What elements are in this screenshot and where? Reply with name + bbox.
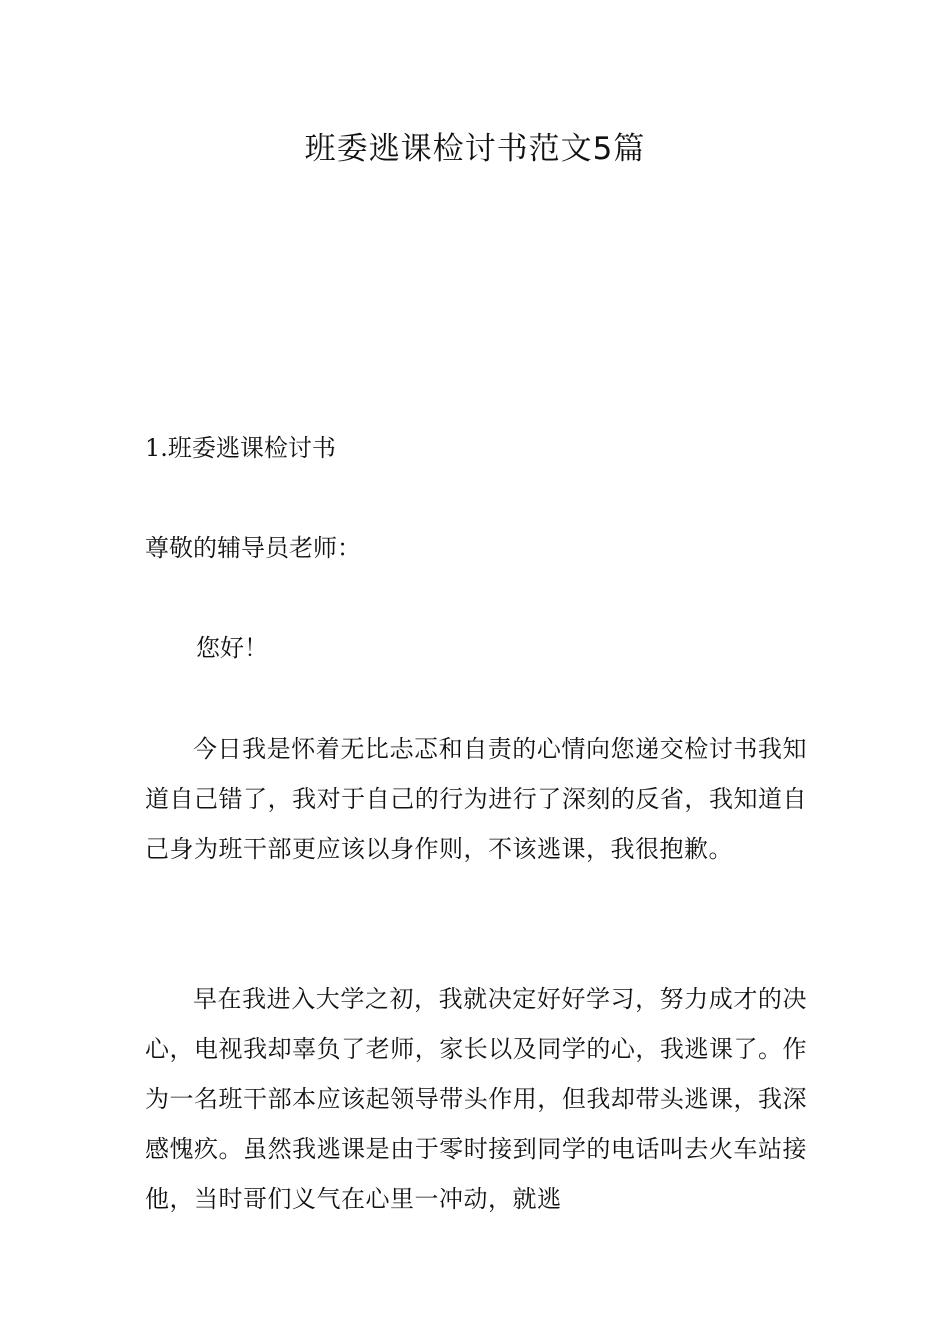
salutation: 尊敬的辅导员老师： [145,534,361,562]
body-paragraph: 今日我是怀着无比忐忑和自责的心情向您递交检讨书我知道自己错了，我对于自己的行为进行了深刻的反省，我知道自己身为班干部更应该以身作则，不该逃课，我很抱歉。 [145,735,807,863]
document-title: 班委逃课检讨书范文5篇 [304,131,646,167]
body-paragraph: 早在我进入大学之初，我就决定好好学习，努力成才的决心，电视我却辜负了老师，家长以及同学的心，我逃课了。作为一名班干部本应该起领导带头作用，但我却带头逃课，我深感愧疚。虽然我逃课是由于零时接到同学的电话叫去火车站接他，当时哥们义气在心里一冲动，就逃 [145,985,807,1213]
greeting: 您好！ [196,634,268,662]
section-heading: 1.班委逃课检讨书 [145,434,336,462]
